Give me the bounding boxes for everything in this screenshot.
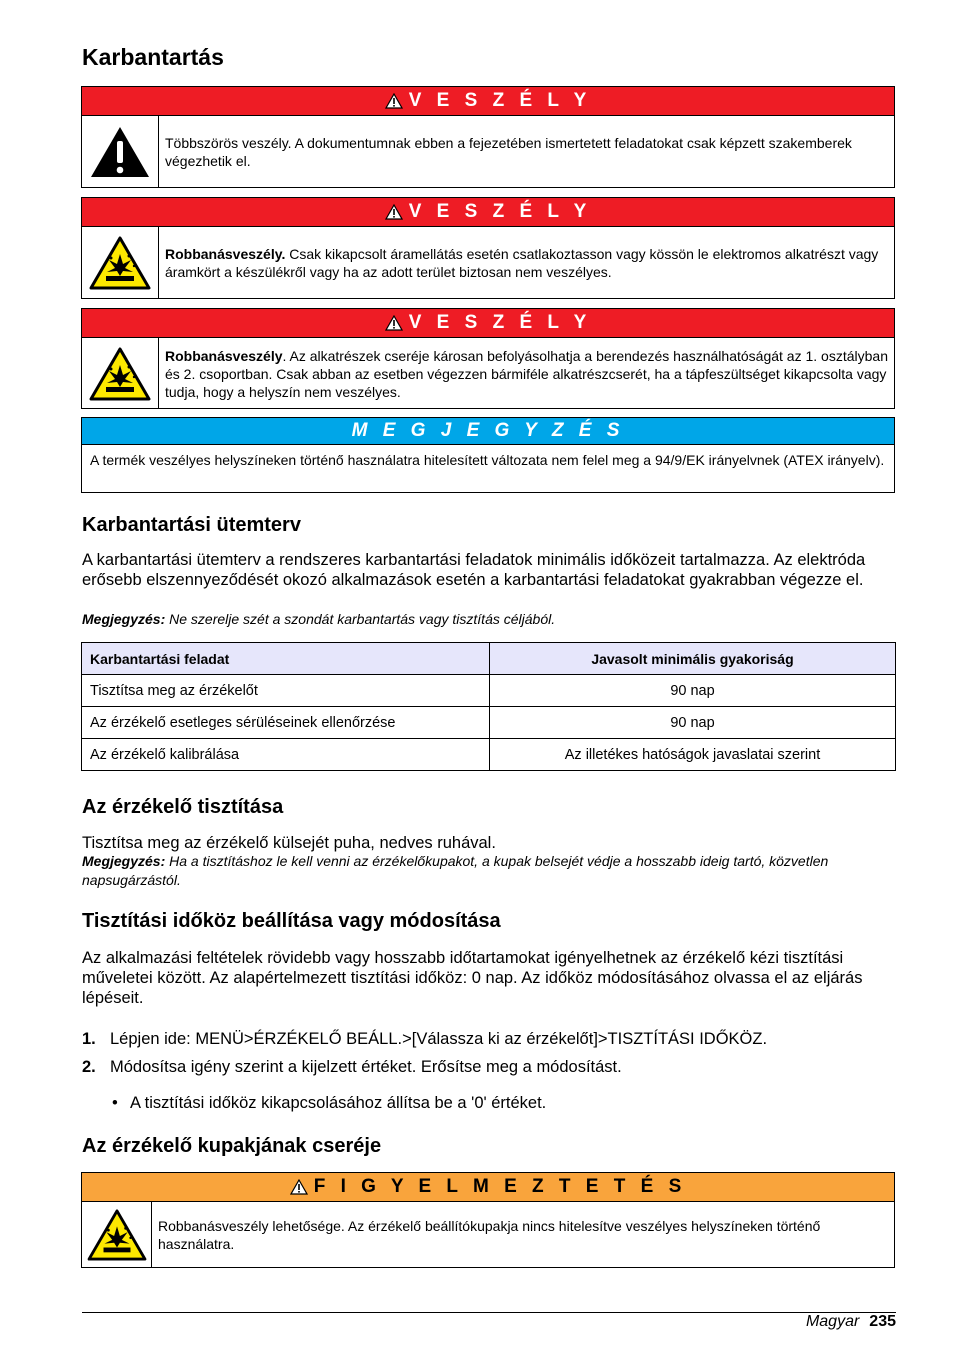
danger-text: Robbanásveszély. Az alkatrészek cseréje károsan befolyásolhatja a berendezés használhatóságát az 1. osztályban és 2. csoportban. Csak abban az esetben végezzen bármiféle alkatrészcserét, ha a tápfeszültséget kikapcsolta vagy tudja, hogy a helyszín nem veszélyes. — [165, 347, 888, 400]
table-cell-task: Tisztítsa meg az érzékelőt — [82, 675, 490, 707]
warning-triangle-icon — [385, 93, 403, 109]
danger-header: V E S Z É L Y — [82, 198, 894, 227]
section-heading-cleaning: Az érzékelő tisztítása — [82, 796, 284, 818]
table-header-task: Karbantartási feladat — [82, 643, 490, 675]
table-cell-frequency: 90 nap — [490, 675, 896, 707]
footer — [806, 1313, 896, 1331]
table-cell-task: Az érzékelő kalibrálása — [82, 739, 490, 771]
danger-box-1 — [81, 86, 895, 188]
warning-box — [81, 1172, 895, 1268]
footer-rule — [82, 1312, 896, 1313]
note-header: M E G J E G Y Z É S — [82, 418, 894, 445]
warning-triangle-icon — [385, 315, 403, 331]
page-number: 235 — [869, 1313, 896, 1330]
table-cell-frequency: 90 nap — [490, 707, 896, 739]
note-box — [81, 417, 895, 493]
table-header-frequency: Javasolt minimális gyakoriság — [490, 643, 896, 675]
interval-paragraph: Az alkalmazási feltételek rövidebb vagy hosszabb időtartamokat igényelhetnek az érzékelő kézi tisztítási műveletei között. Az alapértelmezett tisztítási időköz: 0 nap. Az időköz módosításához olvassa el az eljárás lépéseit. — [82, 949, 863, 1007]
cleaning-note: Megjegyzés: Ha a tisztításhoz le kell venni az érzékelőkupakot, a kupak belsejét védje a hosszabb ideig tartó, közvetlen napsugárzástól. — [82, 853, 829, 888]
table-cell-task: Az érzékelő esetleges sérüléseinek ellenőrzése — [82, 707, 490, 739]
explosion-icon — [82, 227, 159, 299]
warning-text: Robbanásveszély lehetősége. Az érzékelő beállítókupakja nincs hitelesítve veszélyes helyszíneken történő használatra. — [158, 1218, 821, 1252]
section-heading-cap: Az érzékelő kupakjának cseréje — [82, 1135, 382, 1157]
note-text: A termék veszélyes helyszíneken történő használatra hitelesített változata nem felel meg a 94/9/EK irányelvnek (ATEX irányelv). — [90, 452, 885, 468]
maintenance-table — [81, 642, 896, 771]
footer-language: Magyar — [805, 1313, 860, 1330]
page-title: Karbantartás — [82, 44, 224, 70]
warning-header: F I G Y E L M E Z T E T É S — [82, 1173, 894, 1202]
table-row — [82, 739, 896, 771]
section-heading-interval: Tisztítási időköz beállítása vagy módosítása — [82, 910, 501, 932]
danger-header: V E S Z É L Y — [82, 87, 894, 116]
procedure-step-2: 2. Módosítsa igény szerint a kijelzett értéket. Erősítse meg a módosítást. — [82, 1058, 622, 1076]
table-header-row — [82, 643, 896, 675]
general-warning-icon — [82, 116, 159, 188]
schedule-note: Megjegyzés: Ne szerelje szét a szondát karbantartás vagy tisztítás céljából. — [82, 611, 556, 627]
section-heading-schedule: Karbantartási ütemterv — [82, 514, 301, 536]
danger-text: Robbanásveszély. Csak kikapcsolt áramellátás esetén csatlakoztasson vagy kössön le elektromos alkatrészt vagy áramkört a készülékről vagy ha az adott terület biztosan nem veszélyes. — [165, 246, 879, 280]
danger-box-2 — [81, 197, 895, 299]
procedure-step-1: 1. Lépjen ide: MENÜ>ÉRZÉKELŐ BEÁLL.>[Válassza ki az érzékelőt]>TISZTÍTÁSI IDŐKÖZ. — [82, 1030, 768, 1048]
explosion-icon — [82, 1202, 152, 1268]
table-row — [82, 675, 896, 707]
danger-box-3 — [81, 308, 895, 409]
table-cell-frequency: Az illetékes hatóságok javaslatai szerint — [490, 739, 896, 771]
explosion-icon — [82, 338, 159, 409]
schedule-paragraph: A karbantartási ütemterv a rendszeres karbantartási feladatok minimális időközeit tartalmazza. Az elektróda erősebb elszennyeződését okozó alkalmazások esetén a karbantartási feladatokat gyakrabban végezze el. — [82, 551, 866, 589]
danger-header: V E S Z É L Y — [82, 309, 894, 338]
procedure-bullet: • A tisztítási időköz kikapcsolásához állítsa be a '0' értéket. — [112, 1094, 547, 1112]
cleaning-paragraph: Tisztítsa meg az érzékelő külsejét puha, nedves ruhával. — [82, 834, 496, 852]
table-row — [82, 707, 896, 739]
danger-text: Többszörös veszély. A dokumentumnak ebben a fejezetében ismertetett feladatokat csak képzett szakemberek végezhetik el. — [165, 135, 852, 169]
warning-triangle-icon — [385, 204, 403, 220]
warning-triangle-icon — [290, 1179, 308, 1195]
